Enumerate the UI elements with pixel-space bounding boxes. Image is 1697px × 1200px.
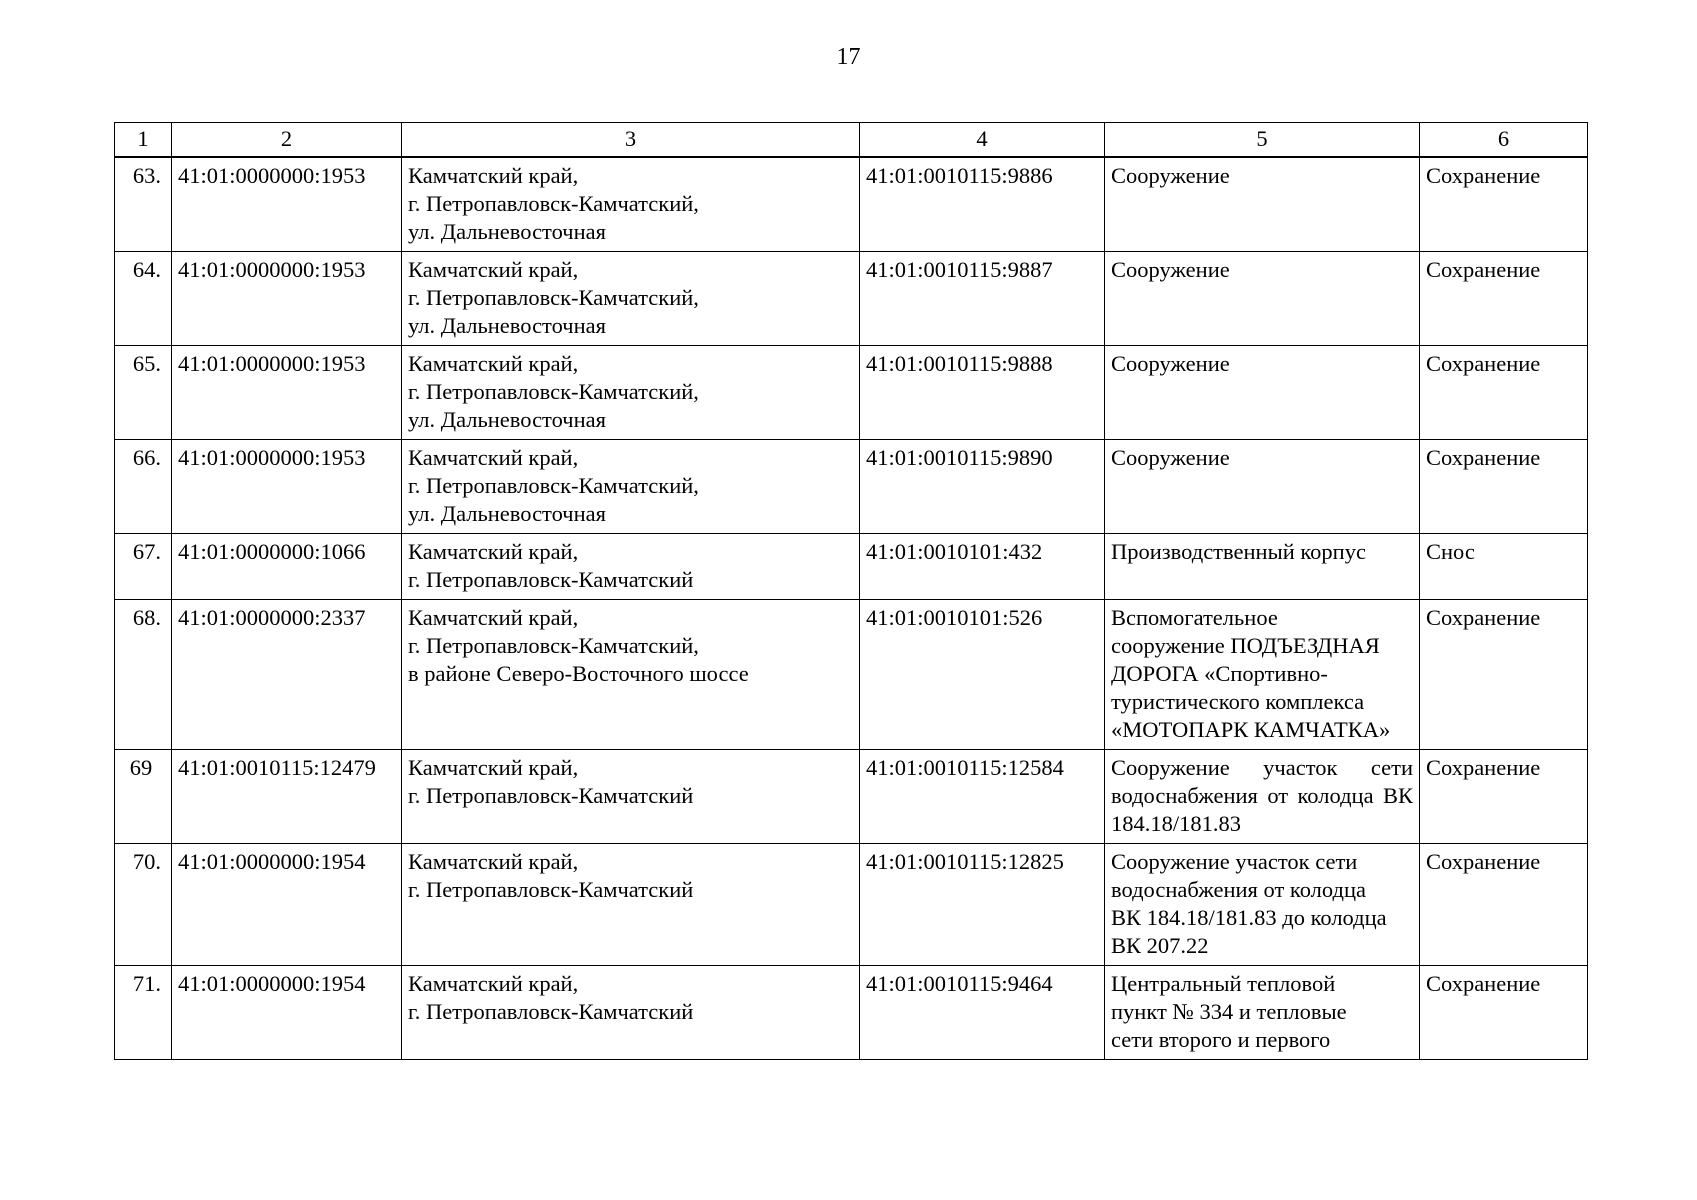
table-row xyxy=(115,600,1588,750)
action-cell: Сохранение xyxy=(1420,252,1588,346)
object-name-cell xyxy=(1105,966,1420,1060)
address-cell xyxy=(402,534,860,600)
action-cell: Сохранение xyxy=(1420,157,1588,252)
address-cell xyxy=(402,966,860,1060)
object-name-line: ДОРОГА «Спортивно- xyxy=(1111,661,1328,686)
table-row xyxy=(115,440,1588,534)
object-name-line: Сооружение xyxy=(1111,257,1230,282)
object-cadastral-number: 41:01:0010101:432 xyxy=(860,534,1105,600)
parcel-cadastral-number: 41:01:0000000:1954 xyxy=(172,966,402,1060)
object-name-cell xyxy=(1105,534,1420,600)
parcel-cadastral-number: 41:01:0010115:12479 xyxy=(172,750,402,844)
address-line: ул. Дальневосточная xyxy=(408,501,606,526)
object-name-line: Сооружение xyxy=(1111,163,1230,188)
object-cadastral-number: 41:01:0010115:9888 xyxy=(860,346,1105,440)
object-name-line: Центральный тепловой xyxy=(1111,971,1336,996)
table-row xyxy=(115,966,1588,1060)
action-cell: Сохранение xyxy=(1420,600,1588,750)
address-line: г. Петропавловск-Камчатский, xyxy=(408,473,699,498)
object-cadastral-number: 41:01:0010115:12584 xyxy=(860,750,1105,844)
page-number: 17 xyxy=(836,44,861,70)
parcel-cadastral-number: 41:01:0000000:1066 xyxy=(172,534,402,600)
object-cadastral-number: 41:01:0010115:9464 xyxy=(860,966,1105,1060)
address-line: в районе Северо-Восточного шоссе xyxy=(408,661,749,686)
object-name-line: водоснабжения от колодца xyxy=(1111,877,1366,902)
parcel-cadastral-number: 41:01:0000000:1953 xyxy=(172,346,402,440)
table-row xyxy=(115,157,1588,252)
object-cadastral-number: 41:01:0010115:9890 xyxy=(860,440,1105,534)
address-cell xyxy=(402,346,860,440)
parcel-cadastral-number: 41:01:0000000:1953 xyxy=(172,440,402,534)
column-header: 1 xyxy=(115,123,172,158)
action-cell: Сохранение xyxy=(1420,750,1588,844)
address-line: Камчатский край, xyxy=(408,605,579,630)
action-cell: Снос xyxy=(1420,534,1588,600)
object-name-cell xyxy=(1105,252,1420,346)
address-cell xyxy=(402,440,860,534)
row-number: 70. xyxy=(115,844,172,966)
address-line: Камчатский край, xyxy=(408,755,579,780)
address-line: г. Петропавловск-Камчатский, xyxy=(408,379,699,404)
address-cell xyxy=(402,600,860,750)
row-number: 64. xyxy=(115,252,172,346)
row-number: 67. xyxy=(115,534,172,600)
object-name-line: Сооружение участок сети xyxy=(1111,849,1358,874)
row-number: 65. xyxy=(115,346,172,440)
address-line: Камчатский край, xyxy=(408,445,579,470)
object-name-line: сети второго и первого xyxy=(1111,1027,1331,1052)
action-cell: Сохранение xyxy=(1420,440,1588,534)
address-line: ул. Дальневосточная xyxy=(408,407,606,432)
address-cell xyxy=(402,844,860,966)
row-number: 63. xyxy=(115,157,172,252)
address-cell xyxy=(402,252,860,346)
table-row xyxy=(115,346,1588,440)
object-cadastral-number: 41:01:0010115:9887 xyxy=(860,252,1105,346)
object-name-line: ВК 207.22 xyxy=(1111,933,1209,958)
address-line: Камчатский край, xyxy=(408,971,579,996)
object-name-line: туристического комплекса xyxy=(1111,689,1365,714)
column-header: 5 xyxy=(1105,123,1420,158)
parcel-cadastral-number: 41:01:0000000:1953 xyxy=(172,252,402,346)
column-header: 3 xyxy=(402,123,860,158)
address-line: г. Петропавловск-Камчатский, xyxy=(408,285,699,310)
address-line: ул. Дальневосточная xyxy=(408,313,606,338)
object-name-line: Сооружение xyxy=(1111,445,1230,470)
action-cell: Сохранение xyxy=(1420,844,1588,966)
row-number: 69 xyxy=(115,750,172,844)
address-line: г. Петропавловск-Камчатский xyxy=(408,783,694,808)
object-name-line: ВК 184.18/181.83 до колодца xyxy=(1111,905,1387,930)
object-name-cell xyxy=(1105,600,1420,750)
objects-table xyxy=(114,122,1588,1060)
object-name-line: сооружение ПОДЪЕЗДНАЯ xyxy=(1111,633,1380,658)
action-cell: Сохранение xyxy=(1420,346,1588,440)
address-line: Камчатский край, xyxy=(408,351,579,376)
object-name-cell: Сооружение участок сети водоснабжения от колодца ВК 184.18/181.83 xyxy=(1105,750,1420,844)
object-cadastral-number: 41:01:0010115:12825 xyxy=(860,844,1105,966)
action-cell: Сохранение xyxy=(1420,966,1588,1060)
address-line: г. Петропавловск-Камчатский, xyxy=(408,633,699,658)
header-row xyxy=(115,123,1588,158)
address-cell xyxy=(402,157,860,252)
column-header: 2 xyxy=(172,123,402,158)
row-number: 66. xyxy=(115,440,172,534)
address-line: ул. Дальневосточная xyxy=(408,219,606,244)
address-line: г. Петропавловск-Камчатский xyxy=(408,877,694,902)
table-row xyxy=(115,844,1588,966)
table-row xyxy=(115,750,1588,844)
object-name-cell xyxy=(1105,157,1420,252)
address-line: г. Петропавловск-Камчатский xyxy=(408,999,694,1024)
object-name-line: Вспомогательное xyxy=(1111,605,1278,630)
object-name-line: Производственный корпус xyxy=(1111,539,1366,564)
address-line: г. Петропавловск-Камчатский xyxy=(408,567,694,592)
address-line: Камчатский край, xyxy=(408,539,579,564)
address-cell xyxy=(402,750,860,844)
row-number: 71. xyxy=(115,966,172,1060)
parcel-cadastral-number: 41:01:0000000:1953 xyxy=(172,157,402,252)
table-row xyxy=(115,534,1588,600)
address-line: Камчатский край, xyxy=(408,163,579,188)
parcel-cadastral-number: 41:01:0000000:2337 xyxy=(172,600,402,750)
object-name-cell xyxy=(1105,346,1420,440)
object-name-cell xyxy=(1105,440,1420,534)
address-line: Камчатский край, xyxy=(408,849,579,874)
object-name-line: пункт № 334 и тепловые xyxy=(1111,999,1347,1024)
object-name-cell xyxy=(1105,844,1420,966)
object-cadastral-number: 41:01:0010115:9886 xyxy=(860,157,1105,252)
address-line: г. Петропавловск-Камчатский, xyxy=(408,191,699,216)
table-row xyxy=(115,252,1588,346)
object-name-line: Сооружение xyxy=(1111,351,1230,376)
column-header: 6 xyxy=(1420,123,1588,158)
address-line: Камчатский край, xyxy=(408,257,579,282)
object-cadastral-number: 41:01:0010101:526 xyxy=(860,600,1105,750)
row-number: 68. xyxy=(115,600,172,750)
column-header: 4 xyxy=(860,123,1105,158)
parcel-cadastral-number: 41:01:0000000:1954 xyxy=(172,844,402,966)
object-name-line: «МОТОПАРК КАМЧАТКА» xyxy=(1111,717,1391,742)
